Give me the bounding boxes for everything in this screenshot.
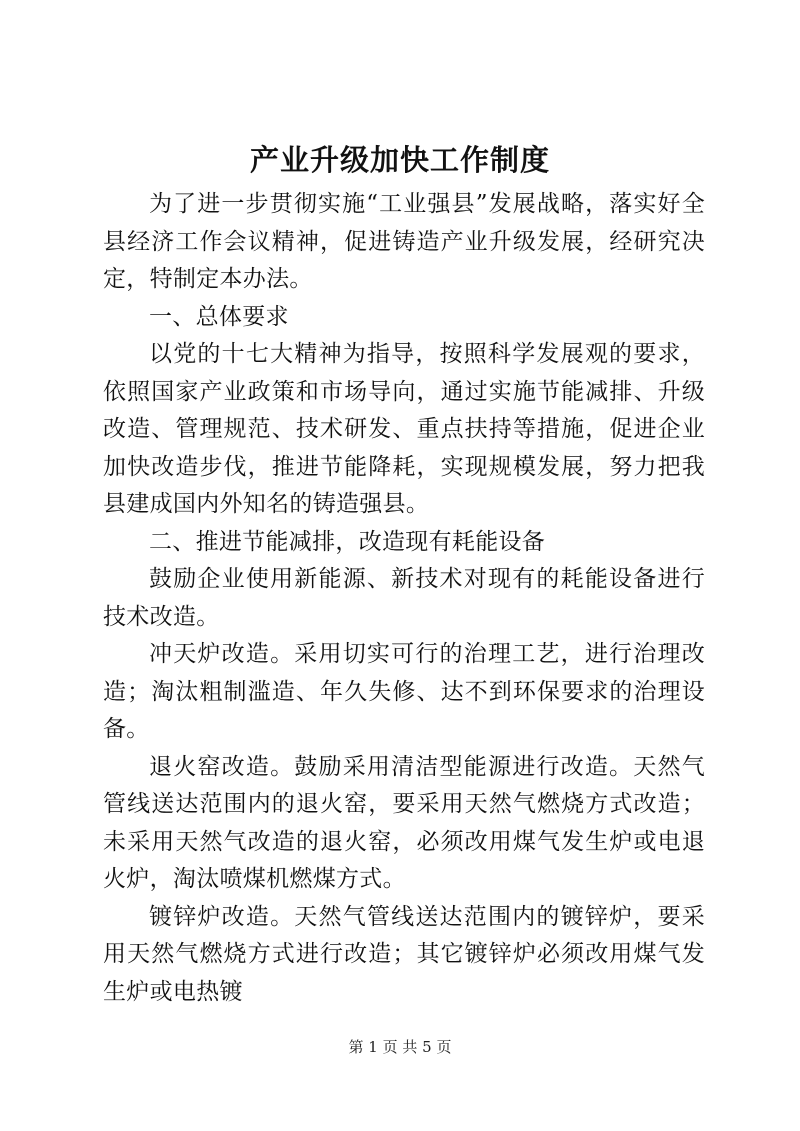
galvanizing-furnace-paragraph: 镀锌炉改造。天然气管线送达范围内的镀锌炉，要采用天然气燃烧方式进行改造；其它镀锌炉必须改用煤气发生炉或电热镀 — [103, 903, 705, 1005]
document-body — [103, 186, 705, 1011]
page-footer: 第 1 页 共 5 页 — [348, 1038, 452, 1056]
cupola-paragraph: 冲天炉改造。采用切实可行的治理工艺，进行治理改造；淘汰粗制滥造、年久失修、达不到环保要求的治理设备。 — [103, 641, 705, 742]
energy-saving-paragraph: 鼓励企业使用新能源、新技术对现有的耗能设备进行技术改造。 — [103, 566, 705, 630]
section-heading-general-requirements: 一、总体要求 — [149, 303, 289, 330]
general-requirements-paragraph: 以党的十七大精神为指导，按照科学发展观的要求，依照国家产业政策和市场导向，通过实施节能减排、升级改造、管理规范、技术研发、重点扶持等措施，促进企业加快改造步伐，推进节能降耗，实现规模发展，努力把我县建成国内外知名的铸造强县。 — [103, 341, 705, 517]
annealing-kiln-paragraph: 退火窑改造。鼓励采用清洁型能源进行改造。天然气管线送达范围内的退火窑，要采用天然气燃烧方式改造；未采用天然气改造的退火窑，必须改用煤气发生炉或电退火炉，淘汰喷煤机燃煤方式。 — [103, 753, 705, 892]
intro-paragraph: 为了进一步贯彻实施“工业强县”发展战略，落实好全县经济工作会议精神，促进铸造产业升级发展，经研究决定，特制定本办法。 — [103, 191, 705, 292]
document-title: 产业升级加快工作制度 — [249, 143, 550, 177]
section-heading-energy-saving: 二、推进节能减排，改造现有耗能设备 — [149, 528, 546, 555]
